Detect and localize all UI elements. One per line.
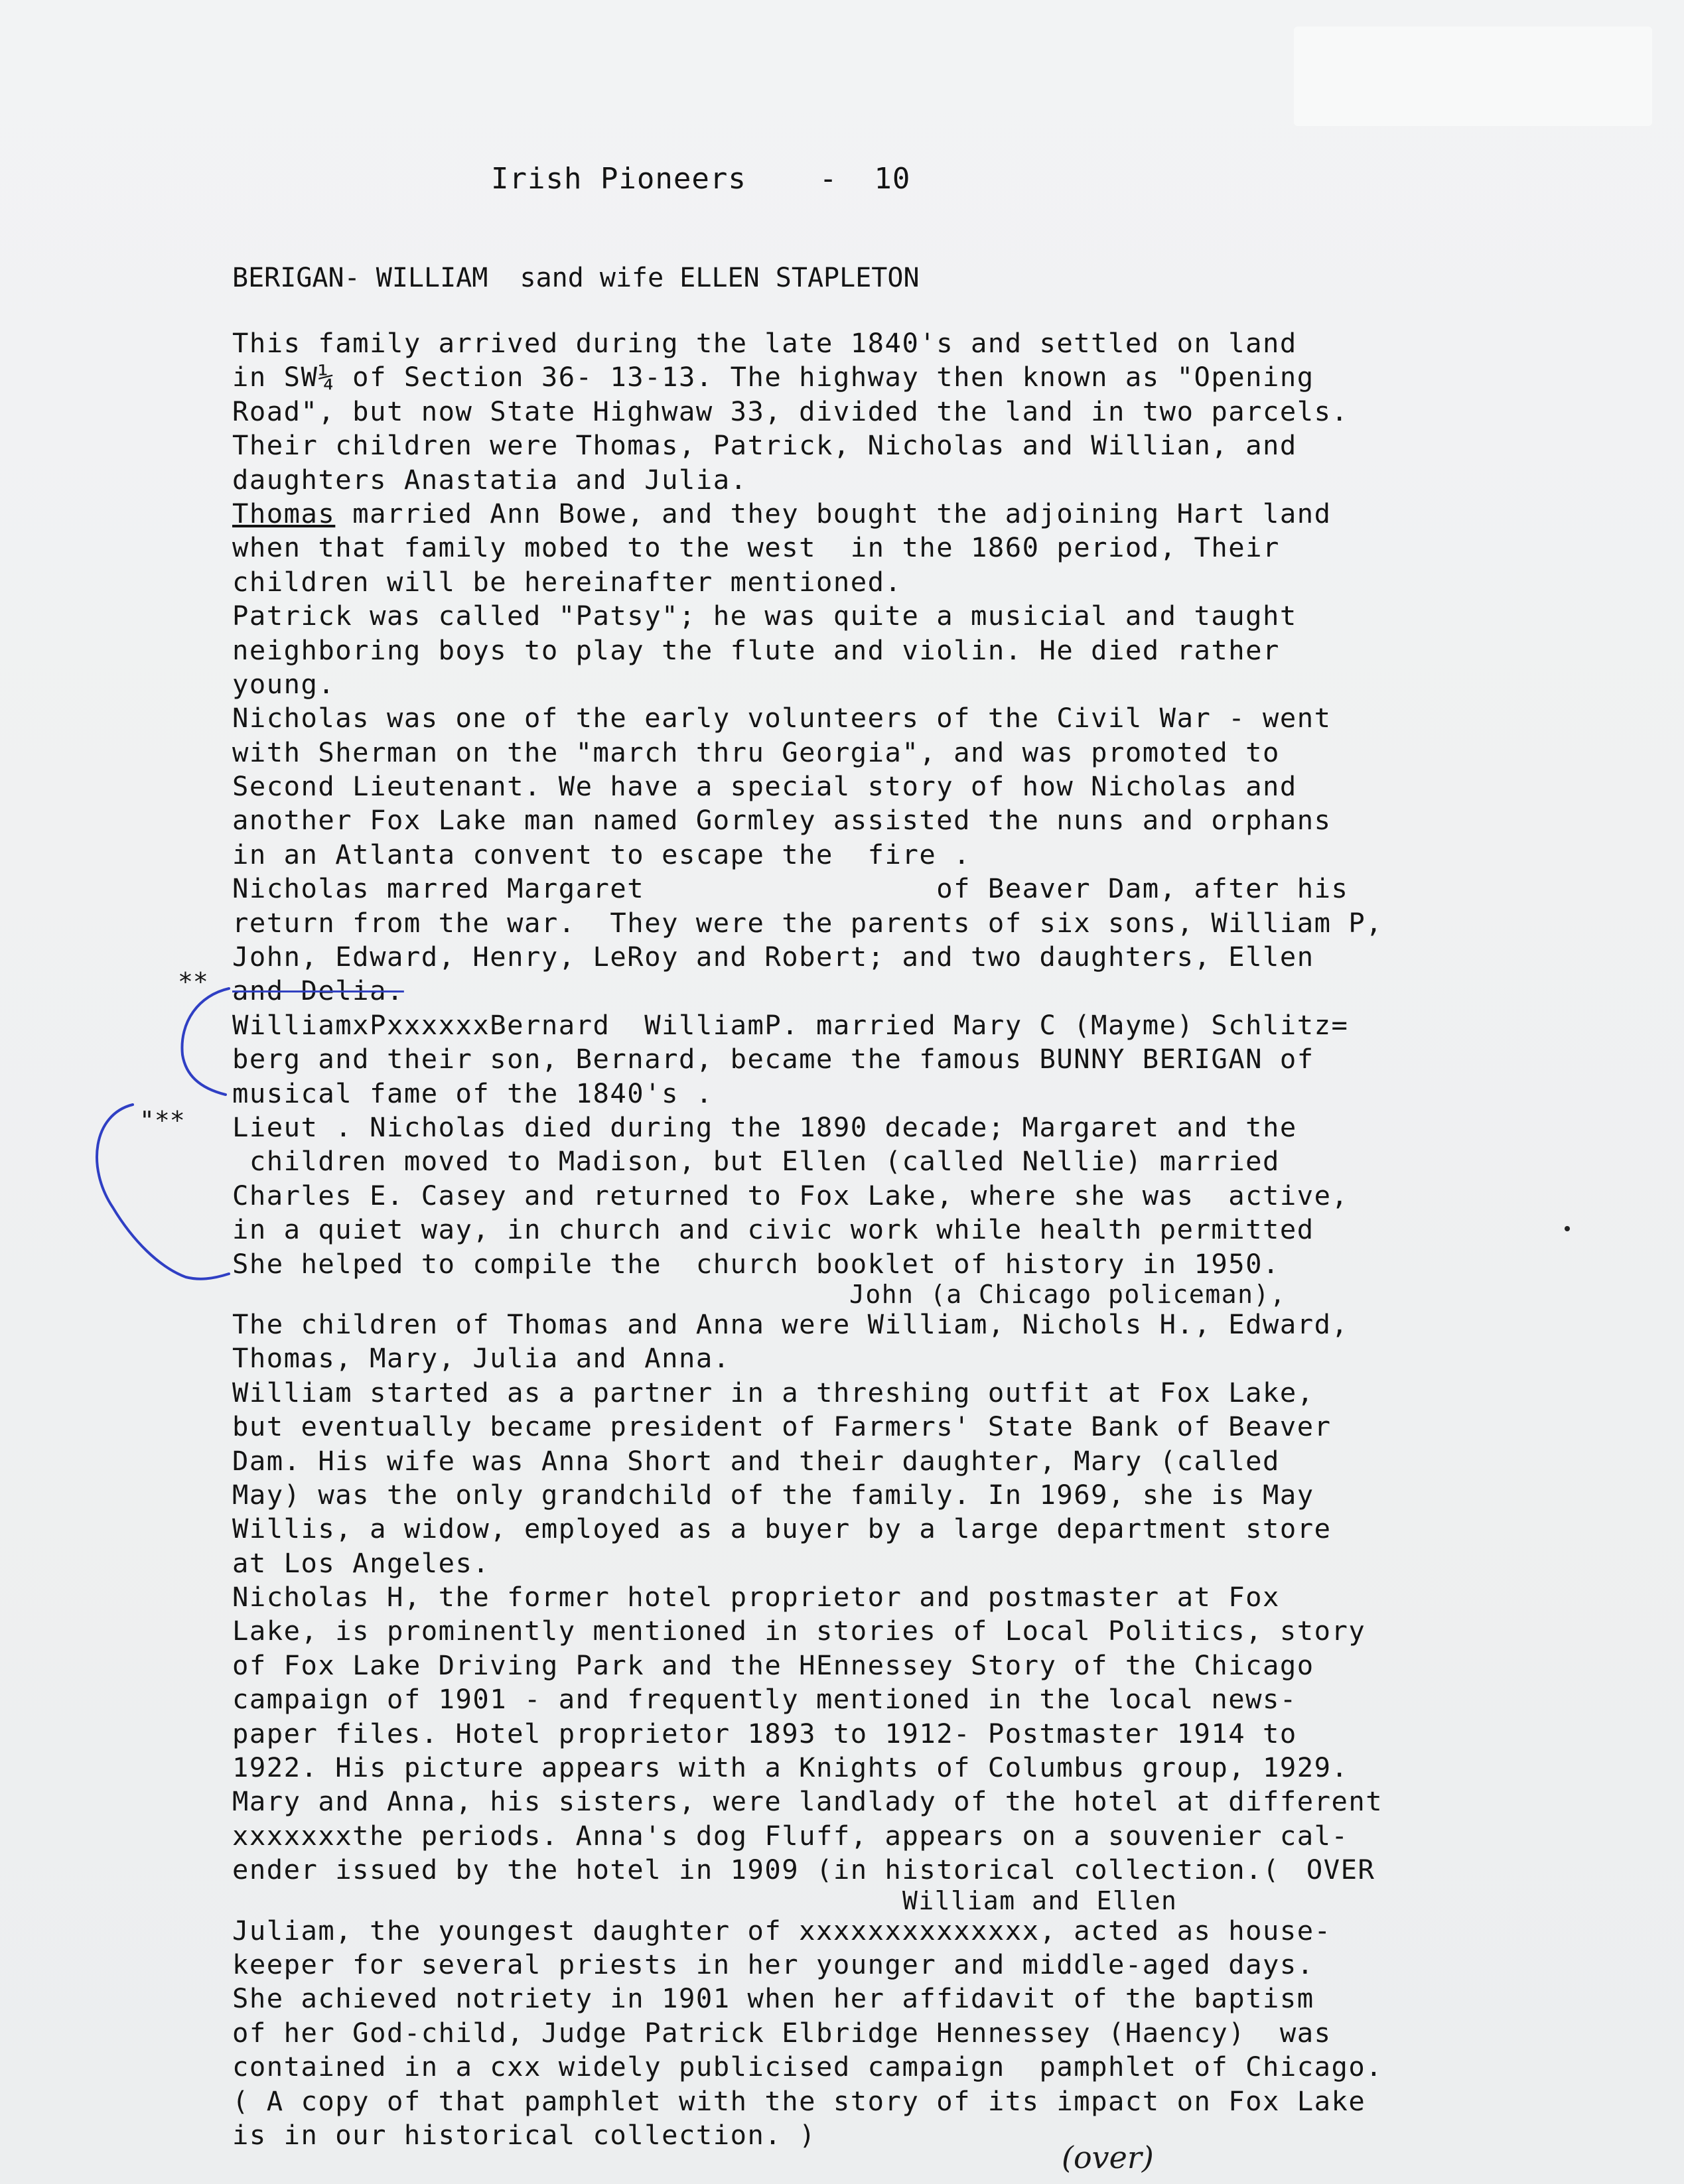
text-line-thomas [232, 497, 1592, 531]
text-line: musical fame of the 1840's . [232, 1077, 713, 1109]
header-title: Irish Pioneers [491, 162, 746, 196]
text-line: xxxxxxxthe periods. Anna's dog Fluff, appears on a souvenier cal- [232, 1819, 1349, 1852]
text-line: keeper for several priests in her younger and middle-aged days. [232, 1948, 1314, 1980]
underlined-name: Thomas [232, 497, 336, 529]
text-line: campaign of 1901 - and frequently mentioned in the local news- [232, 1683, 1297, 1716]
text-line: Lieut . Nicholas died during the 1890 decade; Margaret and the [232, 1111, 1297, 1143]
text-line-rest: married Ann Bowe, and they bought the adjoining Hart land [335, 497, 1332, 529]
margin-asterisks-second: "** [139, 1106, 185, 1135]
handwritten-over-note: (over) [1062, 2140, 1154, 2175]
paper-highlight [1294, 27, 1652, 126]
interlinear-insert-william-ellen: William and Ellen [902, 1885, 1178, 1915]
text-line-content: ender issued by the hotel in 1909 (in historical collection.( [232, 1854, 1280, 1886]
text-line: Juliam, the youngest daughter of xxxxxxxxxxxxxx, acted as house- [232, 1914, 1332, 1946]
text-line: The children of Thomas and Anna were William, Nichols H., Edward, [232, 1308, 1349, 1340]
text-line: return from the war. They were the parents of six sons, William P, [232, 906, 1383, 939]
text-line: John, Edward, Henry, LeRoy and Robert; and two daughters, Ellen [232, 941, 1314, 973]
text-line: Thomas, Mary, Julia and Anna. [232, 1342, 731, 1375]
text-line: Lake, is prominently mentioned in stories of Local Politics, story [232, 1615, 1366, 1647]
stray-dot [1565, 1226, 1570, 1231]
typed-body [232, 326, 1592, 2152]
text-line: She achieved notriety in 1901 when her affidavit of the baptism [232, 1982, 1314, 2015]
text-line: She helped to compile the church booklet of history in 1950. [232, 1247, 1280, 1280]
text-line: ( A copy of that pamphlet with the story of its impact on Fox Lake [232, 2084, 1366, 2117]
text-line: berg and their son, Bernard, became the famous BUNNY BERIGAN of [232, 1043, 1314, 1075]
text-line: daughters Anastatia and Julia. [232, 463, 748, 496]
interlinear-insert-john: John (a Chicago policeman), [849, 1279, 1287, 1309]
text-line: May) was the only grandchild of the family. In 1969, she is May [232, 1478, 1314, 1511]
section-heading: BERIGAN- WILLIAM sand wife ELLEN STAPLETON [232, 263, 920, 293]
text-line: with Sherman on the "march thru Georgia", and was promoted to [232, 736, 1280, 768]
text-line: when that family mobed to the west in the 1860 period, Their [232, 531, 1280, 564]
over-label: OVER [1306, 1854, 1375, 1886]
header-separator: - [819, 162, 838, 196]
text-line: in a quiet way, in church and civic work while health permitted [232, 1213, 1314, 1246]
ink-bracket-top [182, 989, 229, 1095]
text-line: Mary and Anna, his sisters, were landlady of the hotel at different [232, 1785, 1383, 1818]
text-line: William started as a partner in a threshing outfit at Fox Lake, [232, 1376, 1314, 1408]
text-line: Second Lieutenant. We have a special story of how Nicholas and [232, 770, 1297, 803]
text-line: Nicholas H, the former hotel proprietor and postmaster at Fox [232, 1581, 1280, 1613]
page-number: 10 [874, 162, 911, 196]
text-line: at Los Angeles. [232, 1546, 490, 1579]
text-line: Road", but now State Highwaw 33, divided the land in two parcels. [232, 395, 1349, 427]
text-line: is in our historical collection. ) [232, 2118, 817, 2151]
text-line: WilliamxPxxxxxxBernard WilliamP. married Mary C (Mayme) Schlitz= [232, 1008, 1349, 1041]
text-line: children will be hereinafter mentioned. [232, 565, 902, 598]
text-line: another Fox Lake man named Gormley assisted the nuns and orphans [232, 804, 1332, 837]
text-line: Nicholas marred Margaret of Beaver Dam, after his [232, 872, 1349, 905]
text-line: of her God-child, Judge Patrick Elbridge Hennessey (Haency) was [232, 2016, 1332, 2049]
text-line-over [232, 1853, 1592, 1887]
text-line: young. [232, 667, 336, 700]
text-line: Willis, a widow, employed as a buyer by a large department store [232, 1513, 1332, 1545]
text-line: of Fox Lake Driving Park and the HEnnessey Story of the Chicago [232, 1649, 1314, 1681]
text-line: contained in a cxx widely publicised campaign pamphlet of Chicago. [232, 2051, 1383, 2083]
text-line: in an Atlanta convent to escape the fire . [232, 838, 971, 870]
text-line: children moved to Madison, but Ellen (called Nellie) married [232, 1145, 1280, 1178]
margin-asterisks-first: ** [178, 967, 208, 996]
text-line: Patrick was called "Patsy"; he was quite a musicial and taught [232, 600, 1297, 632]
text-line: Nicholas was one of the early volunteers of the Civil War - went [232, 702, 1332, 734]
struck-text-line: and Delia. [232, 975, 404, 1007]
text-line: Their children were Thomas, Patrick, Nicholas and Willian, and [232, 429, 1297, 462]
text-line: in SW¼ of Section 36- 13-13. The highway then known as "Opening [232, 361, 1314, 393]
text-line: Charles E. Casey and returned to Fox Lake, where she was active, [232, 1179, 1349, 1211]
text-line: neighboring boys to play the flute and violin. He died rather [232, 634, 1280, 666]
text-line: Dam. His wife was Anna Short and their daughter, Mary (called [232, 1444, 1280, 1477]
page-header [491, 162, 910, 196]
text-line: 1922. His picture appears with a Knights of Columbus group, 1929. [232, 1751, 1349, 1784]
text-line: but eventually became president of Farmers' State Bank of Beaver [232, 1410, 1332, 1443]
text-line: paper files. Hotel proprietor 1893 to 1912- Postmaster 1914 to [232, 1717, 1297, 1749]
text-line: This family arrived during the late 1840's and settled on land [232, 327, 1297, 359]
